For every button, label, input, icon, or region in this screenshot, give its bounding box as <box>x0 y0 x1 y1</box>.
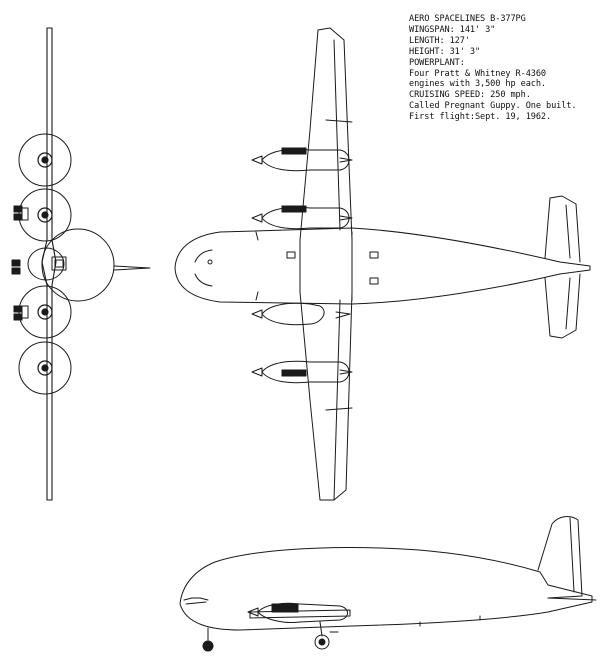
side-view <box>180 517 596 651</box>
spec-powerplant-line-1: Four Pratt & Whitney R-4360 <box>409 68 546 79</box>
spec-height: HEIGHT: 31' 3" <box>409 46 481 57</box>
plan-horizontal-tail <box>545 196 580 338</box>
spec-note: Called Pregnant Guppy. One built. <box>409 101 577 112</box>
front-tailplane <box>114 266 150 270</box>
aircraft-title: AERO SPACELINES B-377PG <box>409 14 526 24</box>
spec-powerplant-line-2: engines with 3,500 hp each. <box>409 79 546 90</box>
spec-first-flight: First flight:Sept. 19, 1962. <box>409 112 552 123</box>
spec-powerplant-label: POWERPLANT: <box>409 57 465 68</box>
spec-length: LENGTH: 127' <box>409 35 470 46</box>
plan-wing <box>300 28 352 500</box>
side-engine-nacelle <box>258 603 348 622</box>
side-landing-gear <box>203 622 338 651</box>
side-fuselage <box>180 548 592 630</box>
spec-cruising-speed: CRUISING SPEED: 250 mph. <box>409 90 531 101</box>
plan-view <box>175 28 590 500</box>
plan-engine-nacelles <box>252 148 352 383</box>
spec-wingspan: WINGSPAN: 141' 3" <box>409 24 496 35</box>
side-vertical-tail <box>538 517 582 598</box>
plan-fuselage <box>175 228 590 304</box>
front-view <box>12 28 150 500</box>
front-wing <box>42 28 56 500</box>
front-fuselage <box>42 229 114 301</box>
